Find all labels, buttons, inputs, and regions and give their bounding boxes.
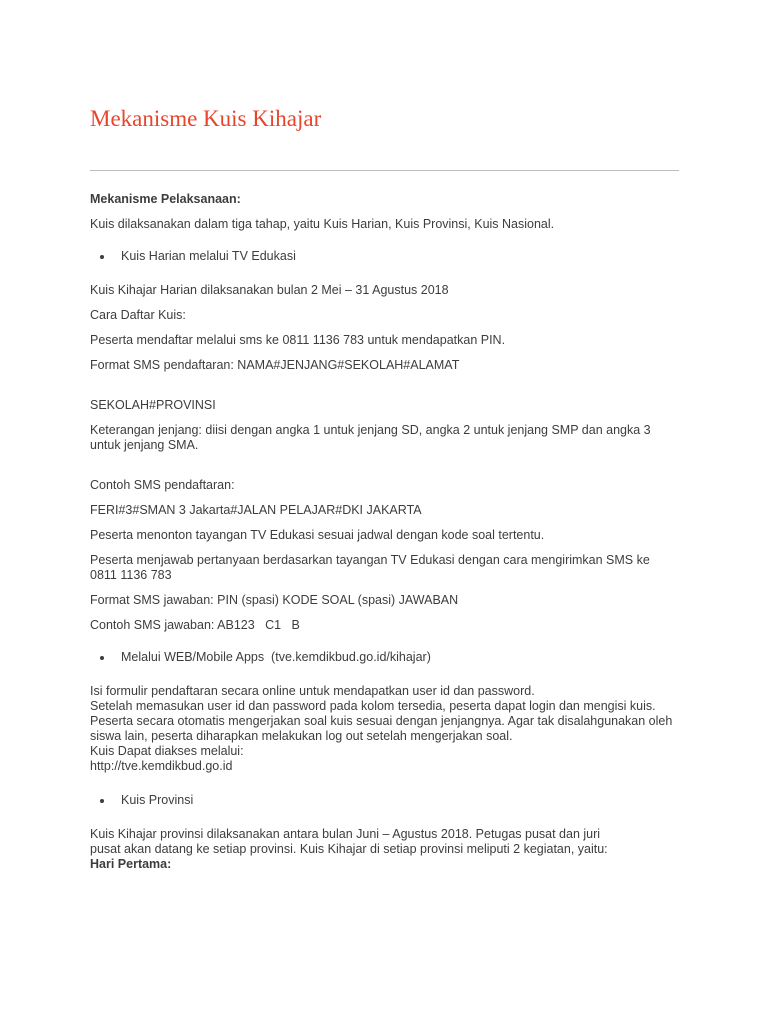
bullet-label: Kuis Harian melalui TV Edukasi: [121, 249, 296, 263]
bullet-item-kuis-harian: [90, 249, 680, 264]
bullet-icon: [100, 656, 104, 660]
harian-menonton: Peserta menonton tayangan TV Edukasi sesuai jadwal dengan kode soal tertentu.: [90, 528, 545, 542]
hari-pertama-heading: Hari Pertama:: [90, 857, 172, 871]
provinsi-line: Kuis Kihajar provinsi dilaksanakan antara bulan Juni – Agustus 2018. Petugas pusat dan juri: [90, 827, 601, 841]
harian-contoh-value: FERI#3#SMAN 3 Jakarta#JALAN PELAJAR#DKI JAKARTA: [90, 503, 422, 517]
harian-menjawab: Peserta menjawab pertanyaan berdasarkan tayangan TV Edukasi dengan cara mengirimkan SMS ke 0811 1136 783: [90, 553, 650, 582]
harian-daftar-sms: Peserta mendaftar melalui sms ke 0811 1136 783 untuk mendapatkan PIN.: [90, 333, 506, 347]
bullet-item-web-mobile: [90, 650, 680, 665]
bullet-icon: [100, 799, 104, 803]
harian-contoh-label: Contoh SMS pendaftaran:: [90, 478, 235, 492]
provinsi-line: pusat akan datang ke setiap provinsi. Kuis Kihajar di setiap provinsi meliputi 2 kegiatan, yaitu:: [90, 842, 608, 856]
harian-format-sms-cont: SEKOLAH#PROVINSI: [90, 398, 216, 412]
page-title: Mekanisme Kuis Kihajar: [90, 106, 322, 131]
harian-cara-daftar: Cara Daftar Kuis:: [90, 308, 186, 322]
document-content: [90, 192, 680, 891]
harian-format-jawaban: Format SMS jawaban: PIN (spasi) KODE SOAL (spasi) JAWABAN: [90, 593, 459, 607]
bullet-icon: [100, 255, 104, 259]
bullet-label: Melalui WEB/Mobile Apps (tve.kemdikbud.go.id/kihajar): [121, 650, 431, 664]
bullet-label: Kuis Provinsi: [121, 793, 194, 807]
harian-schedule: Kuis Kihajar Harian dilaksanakan bulan 2 Mei – 31 Agustus 2018: [90, 283, 449, 297]
web-line: Kuis Dapat diakses melalui:: [90, 744, 244, 758]
provinsi-paragraph: [90, 827, 680, 872]
harian-contoh-jawaban: Contoh SMS jawaban: AB123 C1 B: [90, 618, 300, 632]
intro-paragraph: Kuis dilaksanakan dalam tiga tahap, yaitu Kuis Harian, Kuis Provinsi, Kuis Nasional.: [90, 217, 555, 231]
web-link[interactable]: http://tve.kemdikbud.go.id: [90, 759, 233, 773]
harian-format-sms: Format SMS pendaftaran: NAMA#JENJANG#SEKOLAH#ALAMAT: [90, 358, 460, 372]
web-line: Peserta secara otomatis mengerjakan soal kuis sesuai dengan jenjangnya. Agar tak disalahgunakan oleh siswa lain, peserta diharapkan melakukan log out setelah mengerjakan soal.: [90, 714, 673, 743]
title-divider: [90, 170, 679, 171]
harian-keterangan: Keterangan jenjang: diisi dengan angka 1 untuk jenjang SD, angka 2 untuk jenjang SMP dan angka 3 untuk jenjang SMA.: [90, 423, 651, 452]
bullet-item-kuis-provinsi: [90, 793, 680, 808]
section-heading: Mekanisme Pelaksanaan:: [90, 192, 241, 206]
web-line: Isi formulir pendaftaran secara online untuk mendapatkan user id dan password.: [90, 684, 535, 698]
web-line: Setelah memasukan user id dan password pada kolom tersedia, peserta dapat login dan mengisi kuis.: [90, 699, 656, 713]
web-instructions: [90, 684, 680, 774]
